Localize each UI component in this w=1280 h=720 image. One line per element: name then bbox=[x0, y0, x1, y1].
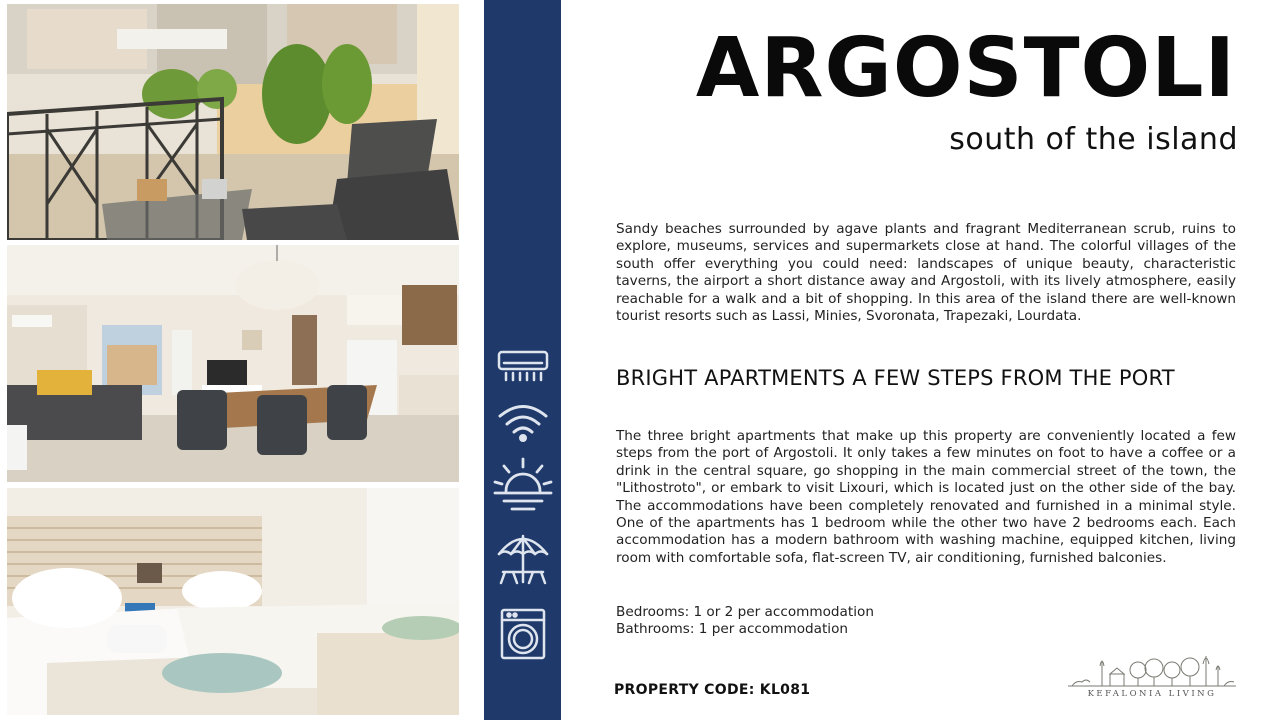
section-heading: BRIGHT APARTMENTS A FEW STEPS FROM THE PORT bbox=[616, 366, 1175, 390]
page-subtitle: south of the island bbox=[949, 122, 1238, 157]
balcony-photo bbox=[7, 4, 459, 240]
living-room-photo bbox=[7, 245, 459, 482]
bedrooms-spec: Bedrooms: 1 or 2 per accommodation bbox=[616, 604, 874, 620]
sunset-icon bbox=[484, 456, 561, 514]
property-specs bbox=[616, 604, 874, 639]
page-title: ARGOSTOLI bbox=[695, 21, 1236, 116]
details-paragraph: The three bright apartments that make up this property are conveniently located a few steps from the port of Argostoli. It only takes a few minutes on foot to have a coffee or a drink in the central square, go shopping in the main commercial street of the town, the "Lithostroto", or embark to visit Lixouri, which is located just on the other side of the bay. The accommodations have been completely renovated and furnished in a minimal style. One of the apartments has 1 bedroom while the other two have 2 bedrooms each. Each accommodation has a modern bathroom with washing machine, equipped kitchen, living room with comfortable sofa, flat-screen TV, air conditioning, furnished balconies. bbox=[616, 428, 1236, 566]
washing-machine-icon bbox=[484, 608, 561, 660]
bedroom-photo bbox=[7, 488, 459, 715]
kefalonia-living-logo bbox=[1066, 652, 1238, 702]
bathrooms-spec: Bathrooms: 1 per accommodation bbox=[616, 621, 849, 638]
wifi-icon bbox=[484, 403, 561, 443]
air-conditioning-icon bbox=[484, 349, 561, 383]
logo-text: KEFALONIA LIVING bbox=[1087, 689, 1217, 699]
beach-umbrella-icon bbox=[484, 532, 561, 586]
amenities-sidebar bbox=[484, 0, 561, 720]
intro-paragraph: Sandy beaches surrounded by agave plants and fragrant Mediterranean scrub, ruins to explore, museums, services and supermarkets close at hand. The colorful villages of the south offer everything you could need: landscapes of unique beauty, characteristic taverns, the airport a short distance away and Argostoli, with its lively atmosphere, easily reachable for a walk and a bit of shopping. In this area of the island there are well-known tourist resorts such as Lassi, Minies, Svoronata, Trapezaki, Lourdata. bbox=[616, 221, 1236, 325]
property-code: PROPERTY CODE: KL081 bbox=[614, 682, 811, 698]
